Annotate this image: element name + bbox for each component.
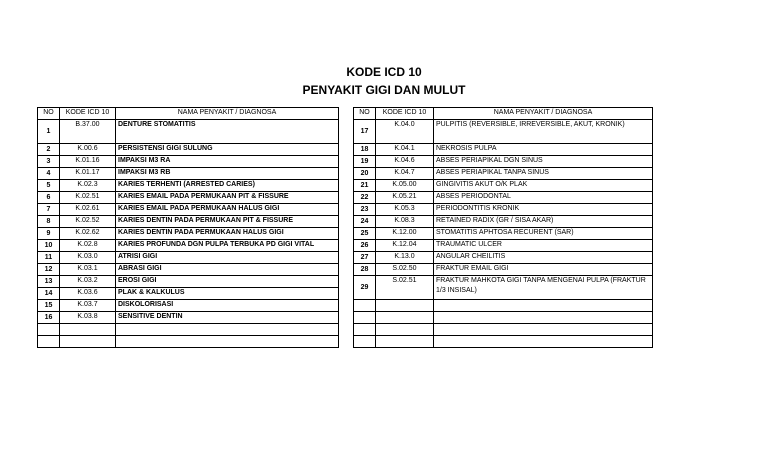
table-row bbox=[354, 264, 653, 276]
diagnosis-name: KARIES EMAIL PADA PERMUKAAN PIT & FISSURE bbox=[116, 192, 339, 204]
table-row bbox=[38, 264, 339, 276]
table-row bbox=[38, 288, 339, 300]
row-number: 8 bbox=[38, 216, 60, 228]
header-code: KODE ICD 10 bbox=[60, 108, 116, 120]
row-number: 9 bbox=[38, 228, 60, 240]
table-row bbox=[38, 324, 339, 336]
icd-code bbox=[376, 300, 434, 312]
diagnosis-name: SENSITIVE DENTIN bbox=[116, 312, 339, 324]
diagnosis-name: ABRASI GIGI bbox=[116, 264, 339, 276]
row-number: 27 bbox=[354, 252, 376, 264]
diagnosis-name: PERIODONTITIS KRONIK bbox=[434, 204, 653, 216]
icd-code: B.37.00 bbox=[60, 120, 116, 144]
row-number: 23 bbox=[354, 204, 376, 216]
diagnosis-name: KARIES EMAIL PADA PERMUKAAN HALUS GIGI bbox=[116, 204, 339, 216]
table-row bbox=[354, 216, 653, 228]
diagnosis-name bbox=[434, 336, 653, 348]
row-number: 26 bbox=[354, 240, 376, 252]
row-number bbox=[38, 324, 60, 336]
diagnosis-name bbox=[116, 324, 339, 336]
icd-code: K.03.0 bbox=[60, 252, 116, 264]
icd-code: K.03.8 bbox=[60, 312, 116, 324]
icd-code bbox=[376, 336, 434, 348]
table-row bbox=[38, 312, 339, 324]
table-row bbox=[354, 180, 653, 192]
icd-code: K.13.0 bbox=[376, 252, 434, 264]
icd-code: S.02.50 bbox=[376, 264, 434, 276]
diagnosis-name: ABSES PERIAPIKAL DGN SINUS bbox=[434, 156, 653, 168]
table-row bbox=[354, 228, 653, 240]
table-row bbox=[354, 156, 653, 168]
table-row bbox=[354, 168, 653, 180]
icd-code: K.01.16 bbox=[60, 156, 116, 168]
diagnosis-name: DENTURE STOMATITIS bbox=[116, 120, 339, 144]
diagnosis-name: STOMATITIS APHTOSA RECURENT (SAR) bbox=[434, 228, 653, 240]
row-number: 4 bbox=[38, 168, 60, 180]
table-row bbox=[38, 168, 339, 180]
row-number: 6 bbox=[38, 192, 60, 204]
table-row bbox=[38, 276, 339, 288]
row-number: 20 bbox=[354, 168, 376, 180]
icd-code: K.02.51 bbox=[60, 192, 116, 204]
table-row bbox=[38, 240, 339, 252]
icd-table-right bbox=[353, 107, 653, 348]
header-code: KODE ICD 10 bbox=[376, 108, 434, 120]
row-number: 17 bbox=[354, 120, 376, 144]
diagnosis-name: PULPITIS (REVERSIBLE, IRREVERSIBLE, AKUT, KRONIK) bbox=[434, 120, 653, 144]
table-row bbox=[38, 336, 339, 348]
icd-code: K.04.1 bbox=[376, 144, 434, 156]
table-row bbox=[354, 192, 653, 204]
diagnosis-name: KARIES DENTIN PADA PERMUKAAN PIT & FISSURE bbox=[116, 216, 339, 228]
document-subtitle: PENYAKIT GIGI DAN MULUT bbox=[302, 83, 466, 97]
table-row bbox=[354, 204, 653, 216]
table-row bbox=[38, 228, 339, 240]
icd-code: K.02.8 bbox=[60, 240, 116, 252]
row-number: 11 bbox=[38, 252, 60, 264]
icd-code bbox=[376, 324, 434, 336]
row-number: 5 bbox=[38, 180, 60, 192]
header-name: NAMA PENYAKIT / DIAGNOSA bbox=[116, 108, 339, 120]
row-number: 3 bbox=[38, 156, 60, 168]
diagnosis-name: EROSI GIGI bbox=[116, 276, 339, 288]
row-number: 24 bbox=[354, 216, 376, 228]
row-number bbox=[354, 300, 376, 312]
icd-code: K.00.6 bbox=[60, 144, 116, 156]
diagnosis-name bbox=[434, 300, 653, 312]
row-number bbox=[354, 324, 376, 336]
row-number: 19 bbox=[354, 156, 376, 168]
table-row bbox=[354, 312, 653, 324]
row-number: 10 bbox=[38, 240, 60, 252]
diagnosis-name bbox=[434, 312, 653, 324]
diagnosis-name: ABSES PERIODONTAL bbox=[434, 192, 653, 204]
icd-code: K.05.00 bbox=[376, 180, 434, 192]
row-number: 2 bbox=[38, 144, 60, 156]
table-row bbox=[354, 252, 653, 264]
table-row bbox=[354, 324, 653, 336]
table-row bbox=[38, 216, 339, 228]
header-name: NAMA PENYAKIT / DIAGNOSA bbox=[434, 108, 653, 120]
icd-code: K.04.7 bbox=[376, 168, 434, 180]
diagnosis-name: NEKROSIS PULPA bbox=[434, 144, 653, 156]
icd-code: S.02.51 bbox=[376, 276, 434, 300]
row-number: 18 bbox=[354, 144, 376, 156]
icd-table-left bbox=[37, 107, 339, 348]
table-row bbox=[354, 300, 653, 312]
diagnosis-name: FRAKTUR EMAIL GIGI bbox=[434, 264, 653, 276]
diagnosis-name: KARIES TERHENTI (ARRESTED CARIES) bbox=[116, 180, 339, 192]
icd-code: K.02.52 bbox=[60, 216, 116, 228]
row-number: 13 bbox=[38, 276, 60, 288]
icd-code: K.02.3 bbox=[60, 180, 116, 192]
diagnosis-name: GINGIVITIS AKUT O/K PLAK bbox=[434, 180, 653, 192]
icd-code: K.03.7 bbox=[60, 300, 116, 312]
diagnosis-name: IMPAKSI M3 RA bbox=[116, 156, 339, 168]
icd-code: K.03.1 bbox=[60, 264, 116, 276]
table-row bbox=[38, 120, 339, 144]
row-number: 22 bbox=[354, 192, 376, 204]
diagnosis-name: KARIES DENTIN PADA PERMUKAAN HALUS GIGI bbox=[116, 228, 339, 240]
table-row bbox=[354, 336, 653, 348]
table-row bbox=[354, 240, 653, 252]
icd-table-left-body bbox=[38, 120, 339, 348]
icd-code: K.03.6 bbox=[60, 288, 116, 300]
row-number: 15 bbox=[38, 300, 60, 312]
row-number: 1 bbox=[38, 120, 60, 144]
diagnosis-name bbox=[116, 336, 339, 348]
table-row bbox=[354, 144, 653, 156]
row-number: 21 bbox=[354, 180, 376, 192]
diagnosis-name: DISKOLORISASI bbox=[116, 300, 339, 312]
diagnosis-name: PLAK & KALKULUS bbox=[116, 288, 339, 300]
icd-code: K.12.04 bbox=[376, 240, 434, 252]
icd-code: K.01.17 bbox=[60, 168, 116, 180]
diagnosis-name: RETAINED RADIX (GR / SISA AKAR) bbox=[434, 216, 653, 228]
row-number bbox=[354, 312, 376, 324]
table-row bbox=[38, 300, 339, 312]
icd-code: K.02.62 bbox=[60, 228, 116, 240]
table-row bbox=[354, 120, 653, 144]
row-number: 28 bbox=[354, 264, 376, 276]
row-number: 14 bbox=[38, 288, 60, 300]
diagnosis-name: IMPAKSI M3 RB bbox=[116, 168, 339, 180]
icd-code: K.05.3 bbox=[376, 204, 434, 216]
icd-code: K.04.6 bbox=[376, 156, 434, 168]
diagnosis-name: PERSISTENSI GIGI SULUNG bbox=[116, 144, 339, 156]
table-row bbox=[38, 156, 339, 168]
table-row bbox=[38, 144, 339, 156]
row-number bbox=[354, 336, 376, 348]
diagnosis-name bbox=[434, 324, 653, 336]
header-no: NO bbox=[38, 108, 60, 120]
icd-code bbox=[60, 336, 116, 348]
row-number: 29 bbox=[354, 276, 376, 300]
row-number: 16 bbox=[38, 312, 60, 324]
icd-code: K.12.00 bbox=[376, 228, 434, 240]
header-no: NO bbox=[354, 108, 376, 120]
icd-code: K.08.3 bbox=[376, 216, 434, 228]
icd-code: K.04.0 bbox=[376, 120, 434, 144]
diagnosis-name: FRAKTUR MAHKOTA GIGI TANPA MENGENAI PULPA (FRAKTUR 1/3 INSISAL) bbox=[434, 276, 653, 300]
icd-table-right-body bbox=[354, 120, 653, 348]
row-number bbox=[38, 336, 60, 348]
row-number: 25 bbox=[354, 228, 376, 240]
table-row bbox=[38, 204, 339, 216]
header-row bbox=[354, 108, 653, 120]
icd-code bbox=[60, 324, 116, 336]
row-number: 7 bbox=[38, 204, 60, 216]
icd-code: K.02.61 bbox=[60, 204, 116, 216]
table-row bbox=[38, 180, 339, 192]
document-title: KODE ICD 10 bbox=[346, 65, 422, 79]
diagnosis-name: KARIES PROFUNDA DGN PULPA TERBUKA PD GIGI VITAL bbox=[116, 240, 339, 252]
row-number: 12 bbox=[38, 264, 60, 276]
table-row bbox=[354, 276, 653, 300]
diagnosis-name: ATRISI GIGI bbox=[116, 252, 339, 264]
table-row bbox=[38, 252, 339, 264]
diagnosis-name: ANGULAR CHEILITIS bbox=[434, 252, 653, 264]
table-row bbox=[38, 192, 339, 204]
header-row bbox=[38, 108, 339, 120]
diagnosis-name: ABSES PERIAPIKAL TANPA SINUS bbox=[434, 168, 653, 180]
icd-code bbox=[376, 312, 434, 324]
icd-code: K.03.2 bbox=[60, 276, 116, 288]
diagnosis-name: TRAUMATIC ULCER bbox=[434, 240, 653, 252]
icd-code: K.05.21 bbox=[376, 192, 434, 204]
